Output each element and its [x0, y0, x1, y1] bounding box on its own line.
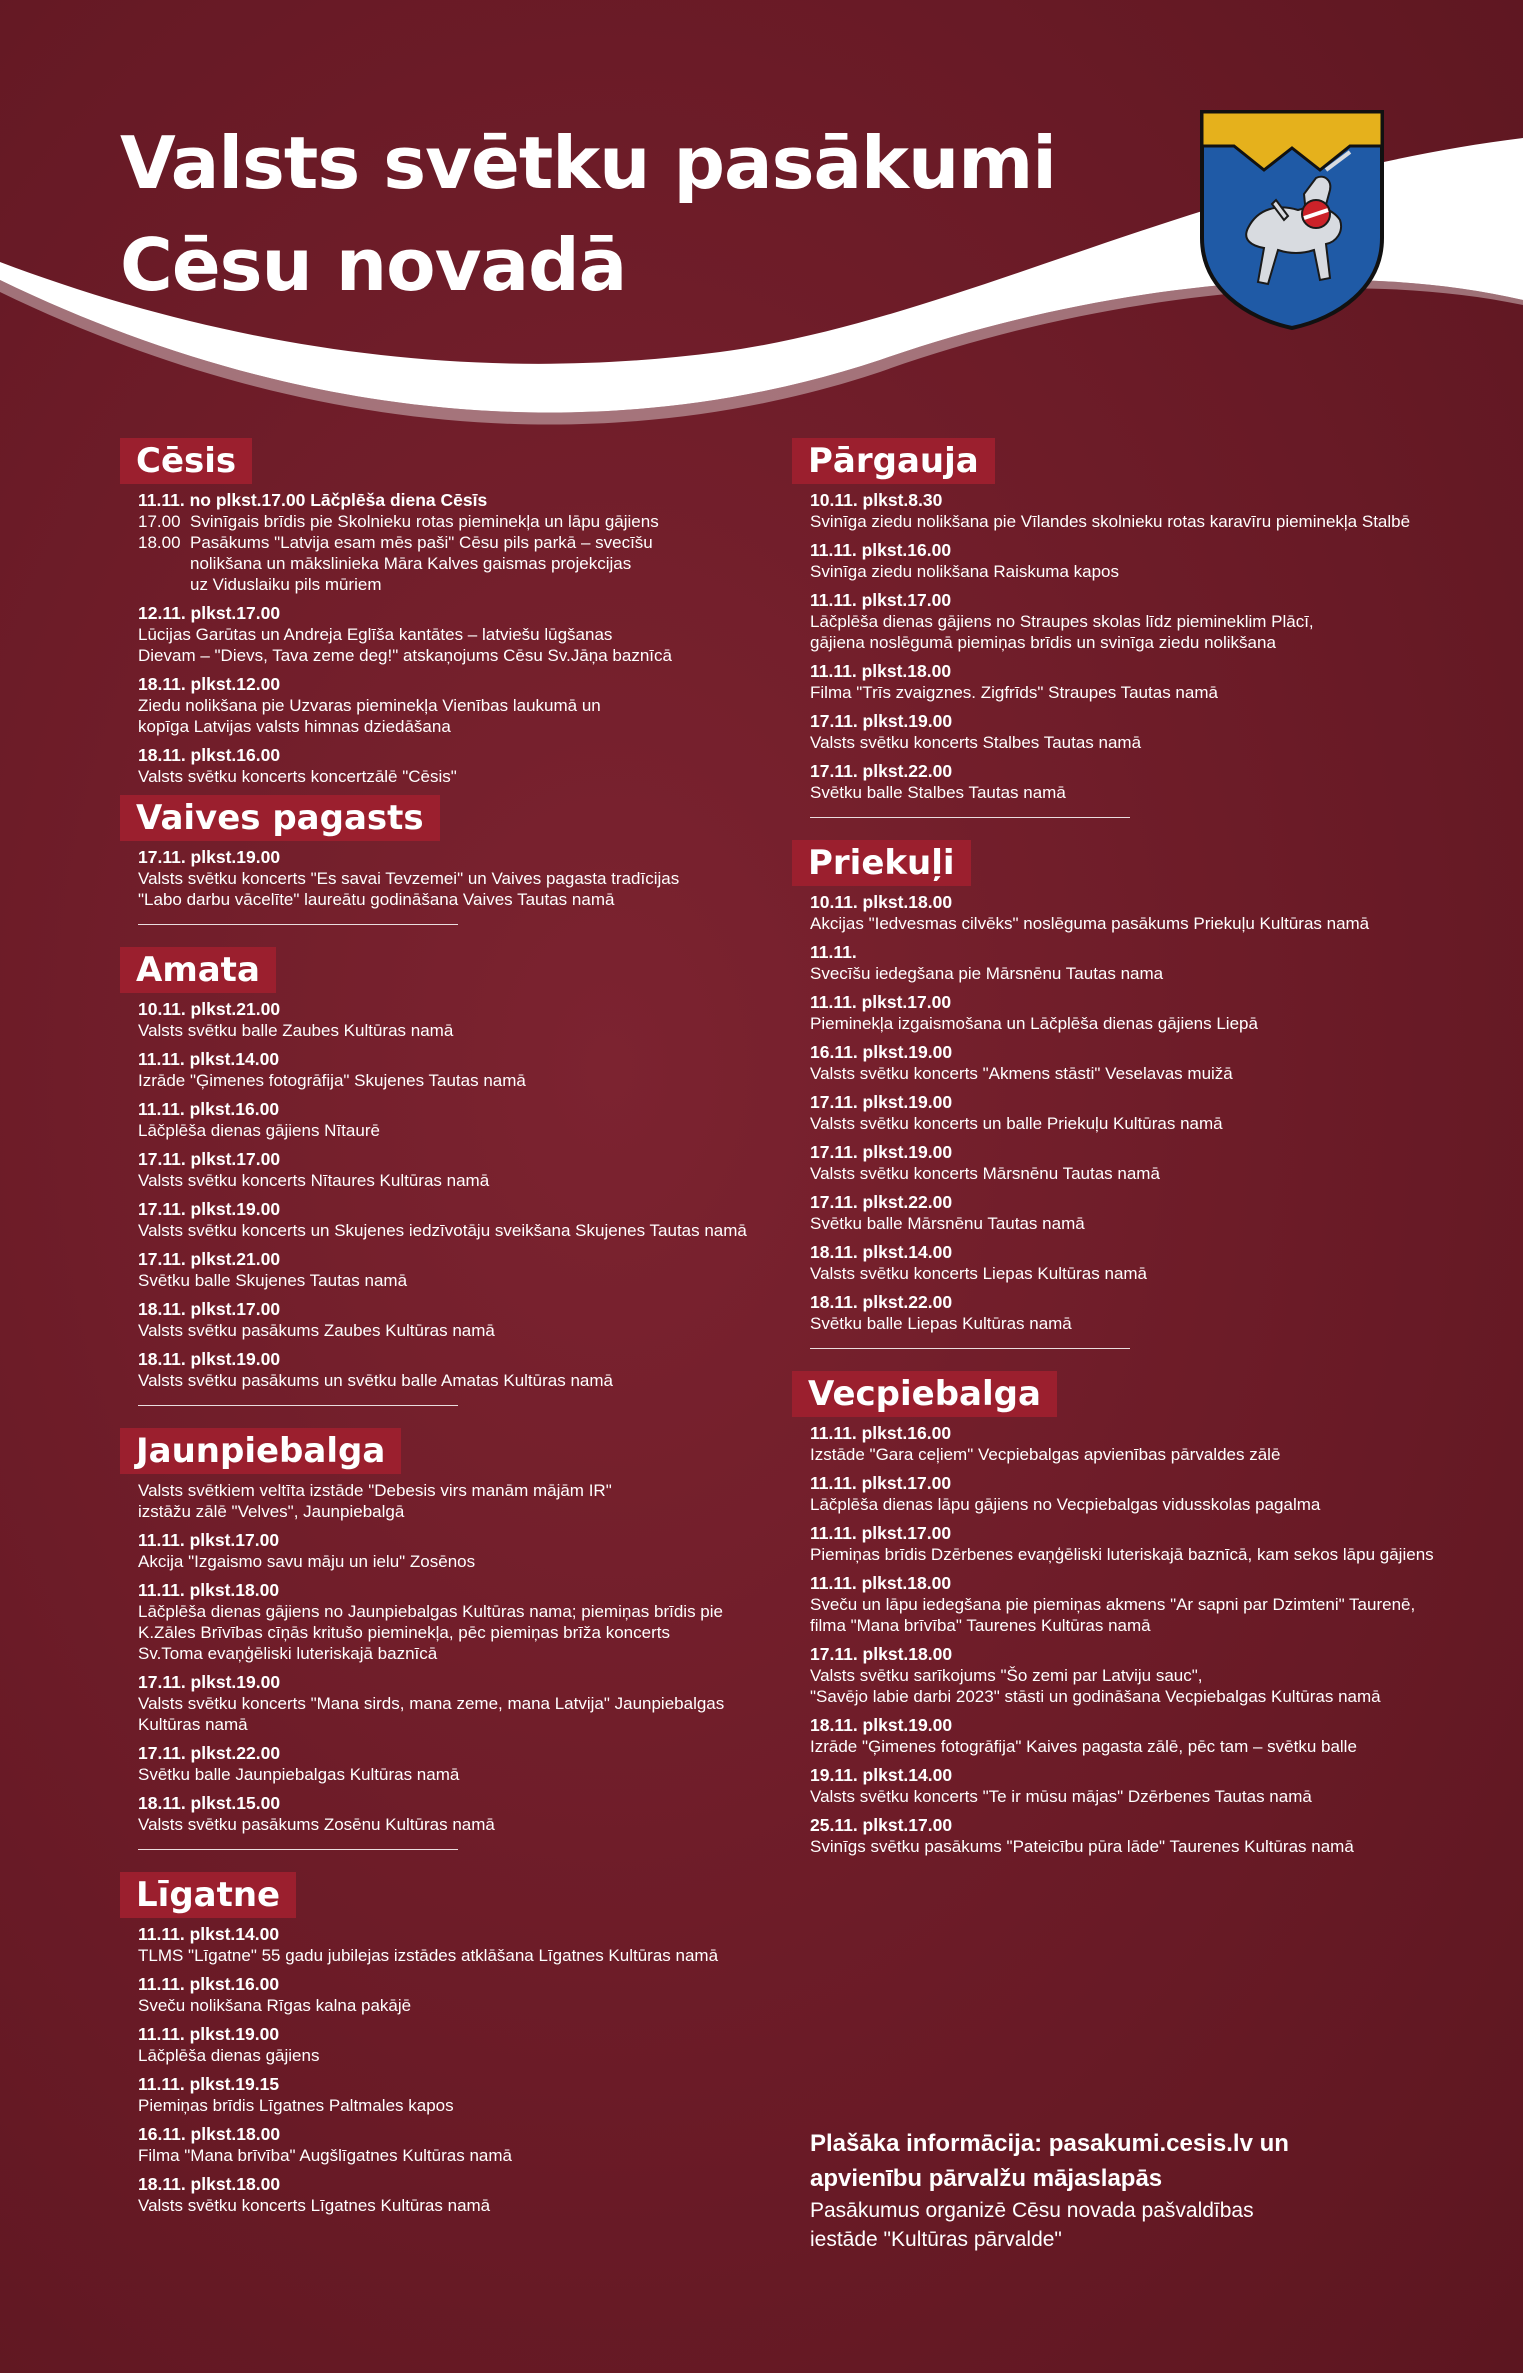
event-item — [138, 1249, 770, 1291]
event-description: Izrāde "Ģimenes fotogrāfija" Kaives pagasta zālē, pēc tam – svētku balle — [810, 1737, 1357, 1756]
event-description: Valsts svētku pasākums Zosēnu Kultūras namā — [138, 1815, 495, 1834]
event-description: Valsts svētku koncerts "Es savai Tevzemei" un Vaives pagasta tradīcijas "Labo darbu vācelīte" laureātu godināšana Vaives Tautas namā — [138, 869, 680, 909]
event-description: Valsts svētku sarīkojums "Šo zemi par Latviju sauc", "Savējo labie darbi 2023" stāsti un godināšana Vecpiebalgas Kultūras namā — [810, 1666, 1381, 1706]
schedule-time: 17.00 — [138, 512, 181, 531]
event-description: Lāčplēša dienas gājiens Nītaurē — [138, 1121, 380, 1140]
section-heading: Līgatne — [120, 1872, 296, 1918]
event-item — [138, 1530, 770, 1572]
event-description: Valsts svētku koncerts un balle Priekuļu Kultūras namā — [810, 1114, 1223, 1133]
section-left-4 — [120, 1872, 770, 2216]
event-date: 19.11. plkst.14.00 — [810, 1765, 953, 1785]
event-date: 18.11. plkst.19.00 — [138, 1349, 281, 1369]
event-description: Svinīga ziedu nolikšana pie Vīlandes skolnieku rotas karavīru pieminekļa Stalbē — [810, 512, 1411, 531]
section-heading: Jaunpiebalga — [120, 1428, 401, 1474]
event-date: 11.11. plkst.18.00 — [810, 661, 952, 681]
event-date: 10.11. plkst.18.00 — [810, 892, 953, 912]
event-description: Lāčplēša dienas gājiens — [138, 2046, 320, 2065]
event-date: 17.11. plkst.19.00 — [138, 1199, 281, 1219]
event-date: 18.11. plkst.17.00 — [138, 1299, 281, 1319]
section-right-0 — [792, 438, 1472, 803]
event-date: 18.11. plkst.12.00 — [138, 674, 281, 694]
event-description: Valsts svētku pasākums Zaubes Kultūras namā — [138, 1321, 495, 1340]
event-item — [138, 1793, 770, 1835]
event-item — [810, 1715, 1472, 1757]
event-description: Filma "Mana brīvība" Augšlīgatnes Kultūras namā — [138, 2146, 512, 2165]
event-item — [810, 761, 1472, 803]
event-date: 17.11. plkst.19.00 — [810, 711, 953, 731]
event-date: 12.11. plkst.17.00 — [138, 603, 281, 623]
event-date: 11.11. plkst.18.00 — [810, 1573, 952, 1593]
event-date: 18.11. plkst.22.00 — [810, 1292, 953, 1312]
event-item — [810, 711, 1472, 753]
event-item — [138, 2024, 770, 2066]
event-date: 11.11. plkst.14.00 — [138, 1049, 280, 1069]
coat-of-arms-icon — [1198, 108, 1386, 332]
event-item — [138, 2074, 770, 2116]
event-item — [138, 674, 770, 737]
event-description: Sveču un lāpu iedegšana pie piemiņas akmens "Ar sapni par Dzimteni" Taurenē, filma "Mana brīvība" Taurenes Kultūras namā — [810, 1595, 1416, 1635]
event-date: 11.11. plkst.17.00 — [810, 1523, 952, 1543]
event-description: Valsts svētku koncerts Liepas Kultūras namā — [810, 1264, 1148, 1283]
title-line-2: Cēsu novadā — [120, 223, 627, 307]
section-divider — [138, 1405, 458, 1406]
event-description: Valsts svētku koncerts "Mana sirds, mana zeme, mana Latvija" Jaunpiebalgas Kultūras namā — [138, 1694, 725, 1734]
event-item — [138, 1149, 770, 1191]
event-item — [138, 1974, 770, 2016]
event-item — [138, 1924, 770, 1966]
event-description: Sveču nolikšana Rīgas kalna pakājē — [138, 1996, 412, 2015]
event-item — [810, 1644, 1472, 1707]
event-description: Valsts svētku koncerts "Te ir mūsu mājas" Dzērbenes Tautas namā — [810, 1787, 1312, 1806]
page-title — [120, 112, 1056, 316]
event-description: Valsts svētku pasākums un svētku balle Amatas Kultūras namā — [138, 1371, 613, 1390]
event-description: Ziedu nolikšana pie Uzvaras pieminekļa Vienības laukumā un kopīga Latvijas valsts himnas dziedāšana — [138, 696, 601, 736]
event-item — [810, 892, 1472, 934]
event-description: Valsts svētkiem veltīta izstāde "Debesis virs manām mājām IR" izstāžu zālē "Velves", Jaunpiebalgā — [138, 1481, 612, 1521]
event-date: 17.11. plkst.22.00 — [810, 1192, 953, 1212]
schedule-text: Pasākums "Latvija esam mēs paši" Cēsu pils parkā – svecīšu nolikšana un mākslinieka Māra Kalves gaismas projekcijas uz Viduslaiku pils mūriem — [190, 533, 653, 594]
event-item — [810, 1765, 1472, 1807]
event-item — [810, 1292, 1472, 1334]
event-description: Pieminekļa izgaismošana un Lāčplēša dienas gājiens Liepā — [810, 1014, 1258, 1033]
event-description: Akcijas "Iedvesmas cilvēks" noslēguma pasākums Priekuļu Kultūras namā — [810, 914, 1370, 933]
event-item — [810, 1192, 1472, 1234]
event-description: Valsts svētku koncerts Stalbes Tautas namā — [810, 733, 1142, 752]
event-date: 11.11. plkst.17.00 — [810, 992, 952, 1012]
event-item — [810, 1573, 1472, 1636]
event-item — [138, 1743, 770, 1785]
event-item — [138, 2174, 770, 2216]
event-description: Valsts svētku koncerts Mārsnēnu Tautas namā — [810, 1164, 1160, 1183]
event-date: 16.11. plkst.18.00 — [138, 2124, 281, 2144]
event-description: Svinīgs svētku pasākums "Pateicību pūra lāde" Taurenes Kultūras namā — [810, 1837, 1354, 1856]
event-item — [810, 1042, 1472, 1084]
section-heading: Amata — [120, 947, 276, 993]
event-item — [810, 661, 1472, 703]
schedule-time: 18.00 — [138, 533, 181, 552]
event-date: 11.11. plkst.17.00 — [810, 590, 952, 610]
event-description: Lāčplēša dienas gājiens no Straupes skolas līdz piemineklim Plācī, gājiena noslēgumā piemiņas brīdis un svinīga ziedu nolikšana — [810, 612, 1314, 652]
event-item — [138, 2124, 770, 2166]
section-divider — [138, 1849, 458, 1850]
event-date: 11.11. plkst.17.00 — [810, 1473, 952, 1493]
event-date: 11.11. plkst.16.00 — [810, 540, 952, 560]
event-description: Akcija "Izgaismo savu māju un ielu" Zosēnos — [138, 1552, 476, 1571]
event-date: 11.11. — [810, 942, 857, 962]
event-date: 11.11. plkst.17.00 — [138, 1530, 280, 1550]
event-item — [810, 1092, 1472, 1134]
event-date: 17.11. plkst.19.00 — [138, 1672, 281, 1692]
event-item — [138, 1580, 770, 1664]
event-description: Svētku balle Mārsnēnu Tautas namā — [810, 1214, 1085, 1233]
event-date: 16.11. plkst.19.00 — [810, 1042, 953, 1062]
event-date: 17.11. plkst.22.00 — [138, 1743, 281, 1763]
event-item — [138, 1299, 770, 1341]
event-item — [810, 1423, 1472, 1465]
event-description: Valsts svētku koncerts Nītaures Kultūras namā — [138, 1171, 490, 1190]
event-description: Valsts svētku koncerts Līgatnes Kultūras namā — [138, 2196, 491, 2215]
event-date: 17.11. plkst.19.00 — [810, 1092, 953, 1112]
event-date: 17.11. plkst.19.00 — [810, 1142, 953, 1162]
event-date: 11.11. plkst.16.00 — [138, 1974, 280, 1994]
event-item — [138, 1480, 770, 1522]
event-description: Svecīšu iedegšana pie Mārsnēnu Tautas nama — [810, 964, 1164, 983]
event-date: 10.11. plkst.8.30 — [810, 490, 943, 510]
section-heading: Priekuļi — [792, 840, 971, 886]
event-description: Lāčplēša dienas gājiens no Jaunpiebalgas Kultūras nama; piemiņas brīdis pie K.Zāles Brīvības cīņās kritušo pieminekļa, pēc piemiņas brīža koncerts Sv.Toma evaņģēliski luteriskajā baznīcā — [138, 1602, 723, 1663]
event-date: 11.11. plkst.19.00 — [138, 2024, 280, 2044]
schedule-row — [138, 511, 770, 532]
event-item — [138, 745, 770, 787]
section-heading: Vecpiebalga — [792, 1371, 1057, 1417]
event-item — [810, 1473, 1472, 1515]
event-description: Svinīga ziedu nolikšana Raiskuma kapos — [810, 562, 1120, 581]
event-date: 10.11. plkst.21.00 — [138, 999, 281, 1019]
event-description: Lūcijas Garūtas un Andreja Eglīša kantātes – latviešu lūgšanas Dievam – "Dievs, Tava zeme deg!" atskaņojums Cēsu Sv.Jāņa baznīcā — [138, 625, 672, 665]
left-column — [120, 438, 770, 2224]
event-description: Svētku balle Liepas Kultūras namā — [810, 1314, 1072, 1333]
event-item — [810, 1523, 1472, 1565]
section-left-2 — [120, 947, 770, 1391]
event-item — [138, 603, 770, 666]
event-date: 18.11. plkst.19.00 — [810, 1715, 953, 1735]
section-left-1 — [120, 795, 770, 910]
event-date: 18.11. plkst.18.00 — [138, 2174, 281, 2194]
info-more-text: Plašāka informācija: pasakumi.cesis.lv un apvienību pārvalžu mājaslapās — [810, 2130, 1289, 2192]
event-date: 11.11. plkst.16.00 — [138, 1099, 280, 1119]
event-item — [138, 847, 770, 910]
event-item — [138, 1049, 770, 1091]
event-item — [810, 942, 1472, 984]
event-description: Izstāde "Gara ceļiem" Vecpiebalgas apvienības pārvaldes zālē — [810, 1445, 1281, 1464]
section-heading: Cēsis — [120, 438, 252, 484]
event-description: Svētku balle Stalbes Tautas namā — [810, 783, 1066, 802]
event-description: Valsts svētku koncerts koncertzālē "Cēsis" — [138, 767, 457, 786]
event-date: 17.11. plkst.22.00 — [810, 761, 953, 781]
event-item — [138, 1672, 770, 1735]
event-description: Svētku balle Jaunpiebalgas Kultūras namā — [138, 1765, 460, 1784]
schedule-row — [138, 532, 770, 595]
event-item — [810, 1242, 1472, 1284]
section-left-3 — [120, 1428, 770, 1835]
event-date: 17.11. plkst.19.00 — [138, 847, 281, 867]
event-description: Svētku balle Skujenes Tautas namā — [138, 1271, 408, 1290]
section-divider — [810, 1348, 1130, 1349]
event-item — [810, 1815, 1472, 1857]
event-item — [138, 1099, 770, 1141]
event-date: 11.11. plkst.16.00 — [810, 1423, 952, 1443]
event-item — [138, 1199, 770, 1241]
event-date: 18.11. plkst.15.00 — [138, 1793, 281, 1813]
event-date: 25.11. plkst.17.00 — [810, 1815, 953, 1835]
info-block — [810, 2126, 1450, 2254]
event-date: 11.11. plkst.14.00 — [138, 1924, 280, 1944]
section-heading: Pārgauja — [792, 438, 995, 484]
event-date: 17.11. plkst.18.00 — [810, 1644, 953, 1664]
section-left-0 — [120, 438, 770, 787]
event-item — [810, 490, 1472, 532]
event-description: Valsts svētku balle Zaubes Kultūras namā — [138, 1021, 454, 1040]
section-heading: Vaives pagasts — [120, 795, 440, 841]
event-date: 11.11. plkst.18.00 — [138, 1580, 280, 1600]
event-item — [810, 1142, 1472, 1184]
event-description: Piemiņas brīdis Dzērbenes evaņģēliski luteriskajā baznīcā, kam sekos lāpu gājiens — [810, 1545, 1434, 1564]
event-description: Piemiņas brīdis Līgatnes Paltmales kapos — [138, 2096, 454, 2115]
section-divider — [138, 924, 458, 925]
event-item — [138, 490, 770, 595]
event-description: Valsts svētku koncerts "Akmens stāsti" Veselavas muižā — [810, 1064, 1233, 1083]
event-description: Valsts svētku koncerts un Skujenes iedzīvotāju sveikšana Skujenes Tautas namā — [138, 1221, 747, 1240]
right-column — [792, 438, 1472, 1865]
event-item — [810, 590, 1472, 653]
event-item — [810, 992, 1472, 1034]
event-description: TLMS "Līgatne" 55 gadu jubilejas izstādes atklāšana Līgatnes Kultūras namā — [138, 1946, 719, 1965]
event-description: Lāčplēša dienas lāpu gājiens no Vecpiebalgas vidusskolas pagalma — [810, 1495, 1321, 1514]
schedule-text: Svinīgais brīdis pie Skolnieku rotas pieminekļa un lāpu gājiens — [190, 512, 659, 531]
section-divider — [810, 817, 1130, 818]
event-item — [138, 1349, 770, 1391]
section-right-2 — [792, 1371, 1472, 1857]
event-date: 18.11. plkst.14.00 — [810, 1242, 953, 1262]
event-date: 11.11. no plkst.17.00 Lāčplēša diena Cēsīs — [138, 490, 488, 510]
section-right-1 — [792, 840, 1472, 1334]
event-date: 11.11. plkst.19.15 — [138, 2074, 280, 2094]
event-item — [810, 540, 1472, 582]
event-item — [138, 999, 770, 1041]
event-date: 18.11. plkst.16.00 — [138, 745, 281, 765]
info-organizer-text: Pasākumus organizē Cēsu novada pašvaldības iestāde "Kultūras pārvalde" — [810, 2199, 1254, 2251]
event-date: 17.11. plkst.17.00 — [138, 1149, 281, 1169]
event-description: Izrāde "Ģimenes fotogrāfija" Skujenes Tautas namā — [138, 1071, 526, 1090]
event-description: Filma "Trīs zvaigznes. Zigfrīds" Straupes Tautas namā — [810, 683, 1218, 702]
title-line-1: Valsts svētku pasākumi — [120, 121, 1056, 205]
event-date: 17.11. plkst.21.00 — [138, 1249, 281, 1269]
